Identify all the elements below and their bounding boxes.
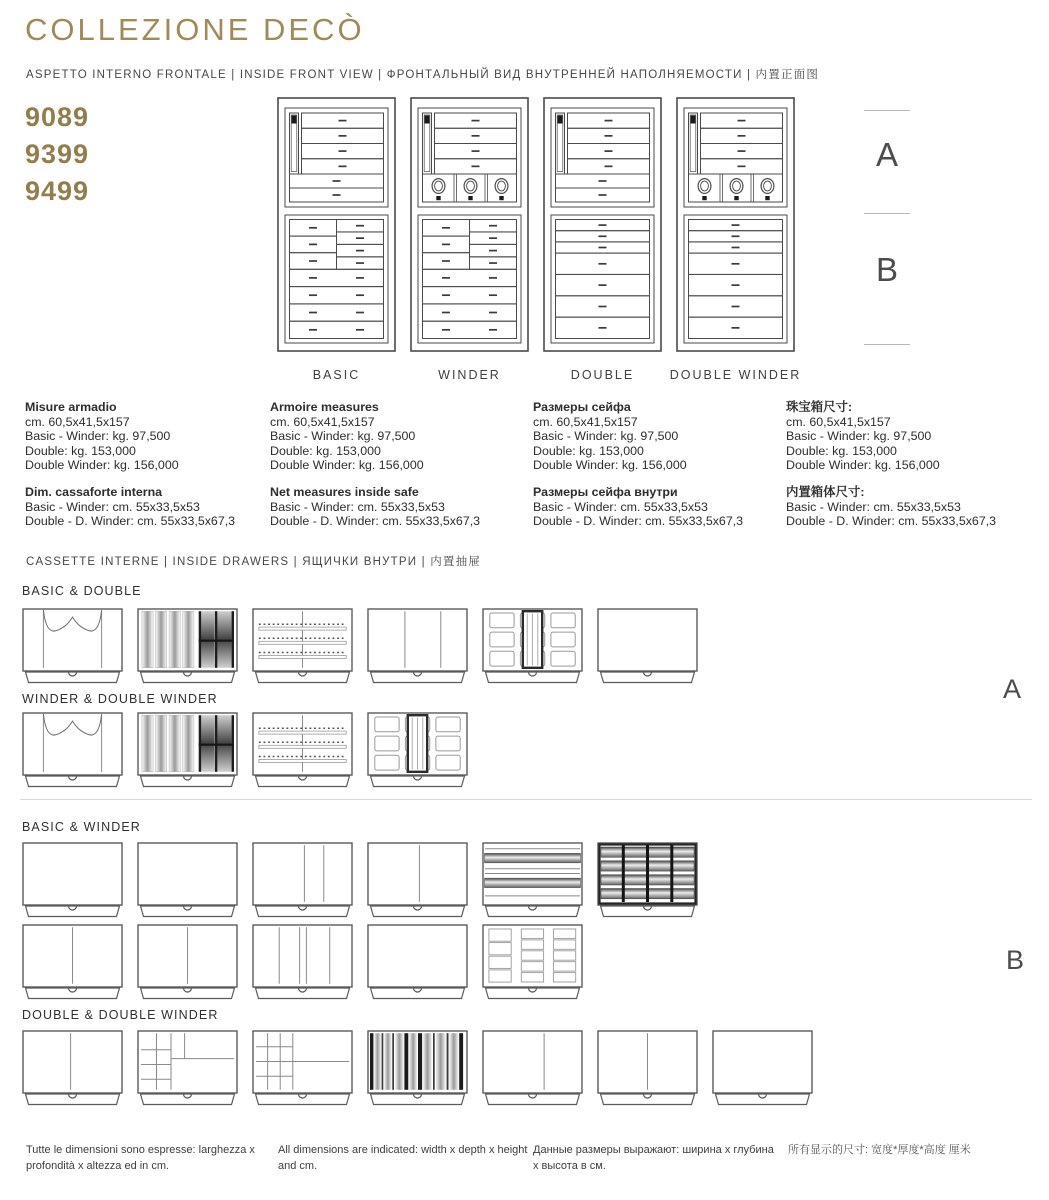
measure-block-title: Net measures inside safe [270, 484, 419, 499]
measure-line: Basic - Winder: cm. 55x33,5x53 [270, 499, 445, 514]
measure-block-title: Размеры сейфа [533, 400, 631, 414]
measure-line: Basic - Winder: cm. 55x33,5x53 [786, 499, 961, 514]
drawer-diagram-small_grid [482, 924, 583, 1000]
measure-block-title: Dim. cassaforte interna [25, 484, 163, 499]
drawer-diagram-empty [22, 842, 123, 918]
measure-line: Double: kg. 153,000 [270, 443, 381, 458]
drawer-diagram-empty [367, 924, 468, 1000]
drawer-group-label: DOUBLE & DOUBLE WINDER [22, 1008, 219, 1022]
drawer-diagram-compartments_a [137, 1030, 238, 1106]
safe-type-label: DOUBLE WINDER [669, 368, 802, 382]
drawer-diagram-vdividers [137, 924, 238, 1000]
drawer-diagram-vdividers [22, 1030, 123, 1106]
measures-column [270, 400, 525, 529]
drawer-diagram-rolls_dark [367, 1030, 468, 1106]
drawer-diagram-vdividers [252, 924, 353, 1000]
drawer-diagram-vdividers [367, 608, 468, 684]
drawer-diagram-vdividers [252, 842, 353, 918]
drawer-diagram-necklace [22, 712, 123, 788]
drawer-diagram-grid_watchroll [367, 712, 468, 788]
measure-block [270, 485, 525, 529]
section-marker-letter-a: A [875, 136, 898, 173]
measure-line: Basic - Winder: kg. 97,500 [270, 429, 416, 444]
drawer-section-marker-letter-a: A [1003, 674, 1022, 704]
measure-line: Basic - Winder: kg. 97,500 [25, 429, 171, 444]
measures-column [533, 400, 788, 529]
measure-line: Double - D. Winder: cm. 55x33,5x67,3 [786, 514, 997, 529]
drawer-diagram-compartments_b [252, 1030, 353, 1106]
drawer-diagram-vdividers [367, 842, 468, 918]
model-number: 9089 [25, 102, 90, 132]
drawer-section-marker-letter-b: B [1006, 945, 1025, 975]
measure-block-title: 内置箱体尺寸: [786, 484, 865, 499]
measure-line: Double - D. Winder: cm. 55x33,5x67,3 [270, 514, 481, 529]
measure-line: Double: kg. 153,000 [25, 443, 136, 458]
measure-block [533, 400, 788, 473]
measure-line: Basic - Winder: kg. 97,500 [786, 429, 932, 444]
drawer-diagram-bracelet_bars [482, 842, 583, 918]
measure-line: cm. 60,5x41,5x157 [270, 414, 375, 429]
measure-line: Double: kg. 153,000 [786, 443, 897, 458]
measure-block [786, 400, 1041, 473]
safe-diagram-basic [277, 97, 396, 352]
footer-note: 所有显示的尺寸: 宽度*厚度*高度 厘米 [788, 1144, 971, 1156]
measure-line: Basic - Winder: kg. 97,500 [533, 429, 679, 444]
measure-line: Double - D. Winder: cm. 55x33,5x67,3 [533, 514, 744, 529]
drawer-diagram-empty [137, 842, 238, 918]
measure-line: Basic - Winder: cm. 55x33,5x53 [25, 499, 200, 514]
safe-diagram-double_winder [676, 97, 795, 352]
section-marker-letter-b: B [875, 251, 898, 288]
measure-line: Double Winder: kg. 156,000 [533, 458, 687, 473]
page-divider [20, 799, 1032, 800]
measure-block-title: Misure armadio [25, 400, 117, 414]
measure-line: Double Winder: kg. 156,000 [270, 458, 424, 473]
drawer-diagram-ring_rolls [137, 608, 238, 684]
drawer-group-label: WINDER & DOUBLE WINDER [22, 692, 218, 706]
drawer-diagram-necklace [22, 608, 123, 684]
page-title: COLLEZIONE DECÒ [25, 12, 365, 47]
measure-line: Double Winder: kg. 156,000 [25, 458, 179, 473]
measure-block-title: Armoire measures [270, 400, 379, 414]
measure-block [533, 485, 788, 529]
measure-line: cm. 60,5x41,5x157 [533, 414, 638, 429]
drawer-diagram-dark_grid [597, 842, 698, 918]
measure-block-title: Размеры сейфа внутри [533, 484, 678, 499]
footer-note: All dimensions are indicated: width x depth x height and cm. [278, 1144, 528, 1172]
measure-block-title: 珠宝箱尺寸: [786, 400, 853, 414]
model-numbers [25, 99, 89, 210]
safe-diagram-double [543, 97, 662, 352]
measure-block [25, 485, 280, 529]
measure-block [25, 400, 280, 473]
safe-type-label: BASIC [312, 368, 361, 382]
measure-block [786, 485, 1041, 529]
section-marker-line [864, 213, 910, 214]
drawer-diagram-ring_rolls [137, 712, 238, 788]
safe-diagram-winder [410, 97, 529, 352]
drawer-diagram-vdividers [22, 924, 123, 1000]
measures-column [25, 400, 280, 529]
measure-line: Basic - Winder: cm. 55x33,5x53 [533, 499, 708, 514]
model-number: 9399 [25, 139, 90, 169]
drawer-diagram-empty [597, 608, 698, 684]
drawer-diagram-vdividers [597, 1030, 698, 1106]
drawer-diagram-earrings [252, 712, 353, 788]
safe-type-label: DOUBLE [570, 368, 635, 382]
measures-column [786, 400, 1041, 529]
safe-type-label: WINDER [438, 368, 501, 382]
section-marker-line [864, 110, 910, 111]
footer-note: Данные размеры выражают: ширина x глубина x высота в см. [533, 1144, 774, 1172]
footer-note: Tutte le dimensioni sono espresse: larghezza x profondità x altezza ed in cm. [26, 1144, 255, 1172]
drawer-group-label: BASIC & DOUBLE [22, 584, 142, 598]
drawer-diagram-vdividers [482, 1030, 583, 1106]
section-header-inside-drawers: CASSETTE INTERNE | INSIDE DRAWERS | ЯЩИЧКИ ВНУТРИ | 内置抽屉 [26, 556, 482, 568]
measure-line: Double: kg. 153,000 [533, 443, 644, 458]
drawer-diagram-empty [712, 1030, 813, 1106]
measure-line: Double Winder: kg. 156,000 [786, 458, 940, 473]
measure-line: Double - D. Winder: cm. 55x33,5x67,3 [25, 514, 236, 529]
section-marker-line [864, 344, 910, 345]
measure-line: cm. 60,5x41,5x157 [25, 414, 130, 429]
section-header-inside-front-view: ASPETTO INTERNO FRONTALE | INSIDE FRONT VIEW | ФРОНТАЛЬНЫЙ ВИД ВНУТРЕННЕЙ НАПОЛНЯЕМОСТИ | 内置正面图 [26, 69, 820, 81]
measure-block [270, 400, 525, 473]
drawer-diagram-earrings [252, 608, 353, 684]
drawer-group-label: BASIC & WINDER [22, 820, 141, 834]
measure-line: cm. 60,5x41,5x157 [786, 414, 891, 429]
model-number: 9499 [25, 176, 90, 206]
drawer-diagram-grid_watchroll [482, 608, 583, 684]
